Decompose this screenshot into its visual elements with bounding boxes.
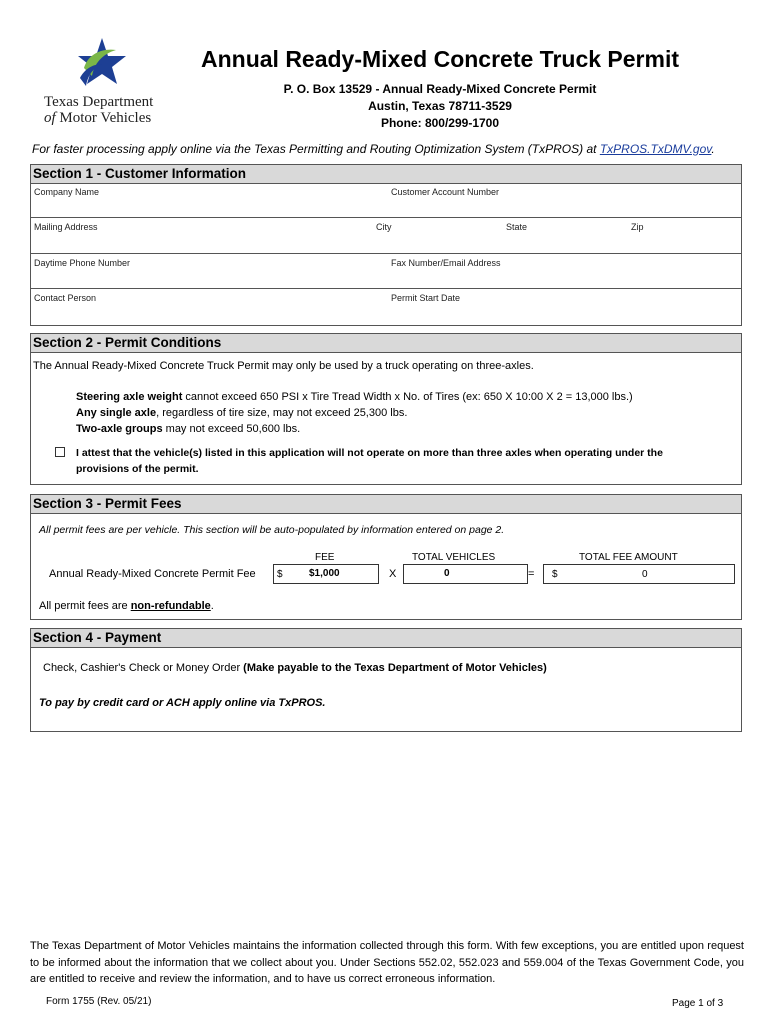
total-vehicles-field: 0 [403, 564, 528, 584]
credit-card-note: To pay by credit card or ACH apply online via TxPROS. [39, 697, 326, 709]
section-1-title: Section 1 - Customer Information [31, 165, 741, 184]
section-4-payment [30, 628, 742, 732]
check-payment-text: Check, Cashier's Check or Money Order (Make payable to the Texas Department of Motor Vehicles) [43, 662, 547, 674]
logo-line-1: Texas Department [44, 94, 154, 110]
logo-wordmark [44, 94, 153, 126]
online-note: For faster processing apply online via the Texas Permitting and Routing Optimization System (TxPROS) at TxPROS.TxDMV.gov. [32, 142, 715, 156]
address-line-1: P. O. Box 13529 - Annual Ready-Mixed Concrete Permit [283, 82, 597, 96]
conditions-intro: The Annual Ready-Mixed Concrete Truck Permit may only be used by a truck operating on three-axles. [33, 360, 534, 372]
company-name-label: Company Name [34, 187, 100, 197]
total-fee-amount-field: $ 0 [543, 564, 735, 584]
privacy-notice: The Texas Department of Motor Vehicles maintains the information collected through this form. With few exceptions, you are entitled upon request to be informed about the information that we collect about you. Under Sections 552.02, 552.023 and 559.004 of the Texas Government Code, you are entitled to receive and review the information, and to have us correct erroneous information. [30, 940, 744, 985]
page-number: Page 1 of 3 [672, 998, 724, 1009]
steering-axle-rule: Steering axle weight cannot exceed 650 PSI x Tire Tread Width x No. of Tires (ex: 650 X 10:00 X 2 = 13,000 lbs.) [76, 391, 633, 403]
attest-checkbox[interactable] [55, 447, 65, 457]
contact-person-label: Contact Person [34, 293, 97, 303]
single-axle-rule: Any single axle, regardless of tire size, may not exceed 25,300 lbs. [76, 407, 408, 419]
refund-note: All permit fees are non-refundable. [39, 600, 214, 612]
fax-email-label: Fax Number/Email Address [391, 258, 501, 268]
txdmv-logo [40, 34, 180, 130]
address-line-2: Austin, Texas 78711-3529 [368, 99, 512, 113]
total-fee-amount-header: TOTAL FEE AMOUNT [579, 552, 678, 563]
state-label: State [506, 222, 528, 232]
phone-line: Phone: 800/299-1700 [380, 116, 500, 130]
daytime-phone-label: Daytime Phone Number [34, 258, 131, 268]
section-3-title: Section 3 - Permit Fees [31, 495, 741, 514]
logo-line-2: of Motor Vehicles [44, 110, 152, 126]
section-1-customer-information [30, 164, 742, 326]
star-icon [40, 34, 180, 94]
fee-row-label: Annual Ready-Mixed Concrete Permit Fee [49, 568, 256, 580]
section-2-permit-conditions [30, 333, 742, 485]
form-number: Form 1755 (Rev. 05/21) [46, 996, 152, 1007]
section-2-title: Section 2 - Permit Conditions [31, 334, 741, 353]
city-label: City [376, 222, 392, 232]
two-axle-rule: Two-axle groups may not exceed 50,600 lbs. [76, 423, 301, 435]
page-title: Annual Ready-Mixed Concrete Truck Permit [200, 46, 679, 72]
section-3-permit-fees [30, 494, 742, 620]
permit-start-label: Permit Start Date [391, 293, 461, 303]
zip-label: Zip [631, 222, 644, 232]
fee-field: $ $1,000 [273, 564, 379, 584]
equals-sign: = [528, 568, 535, 580]
total-vehicles-header: TOTAL VEHICLES [412, 552, 496, 563]
section-4-title: Section 4 - Payment [31, 629, 741, 648]
fees-intro: All permit fees are per vehicle. This section will be auto-populated by information entered on page 2. [39, 524, 505, 536]
fee-header: FEE [315, 552, 335, 563]
times-sign: X [389, 568, 397, 580]
attest-statement: I attest that the vehicle(s) listed in this application will not operate on more than three axles when operating under the provisions of the permit. [76, 447, 663, 475]
mailing-address-label: Mailing Address [34, 222, 98, 232]
customer-account-label: Customer Account Number [391, 187, 500, 197]
txpros-link[interactable]: TxPROS.TxDMV.gov [599, 142, 712, 156]
